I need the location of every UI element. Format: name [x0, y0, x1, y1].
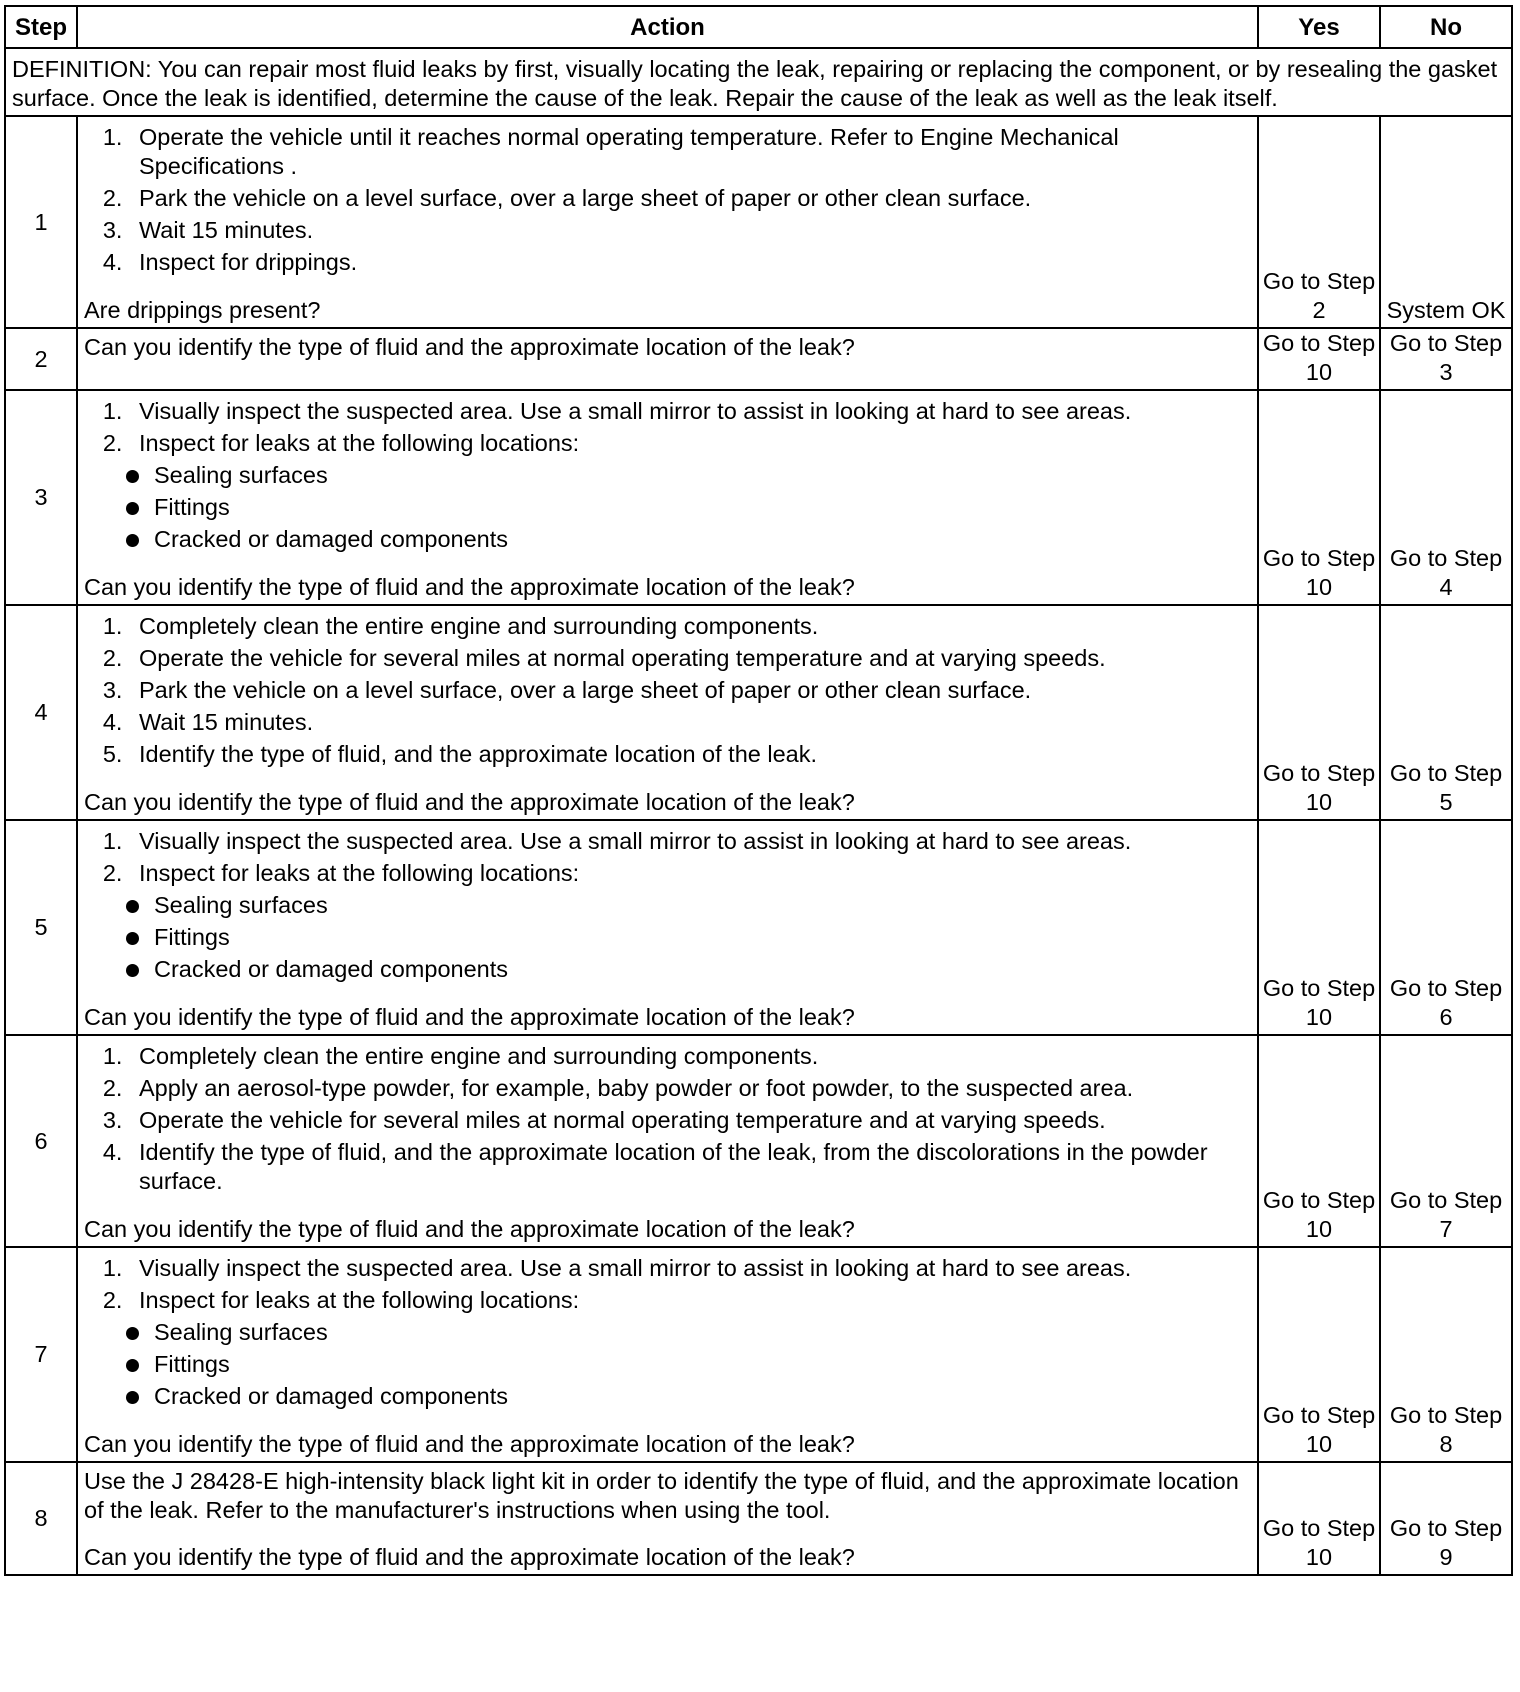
yes-result: Go to Step 10: [1258, 328, 1380, 390]
no-result: Go to Step 3: [1380, 328, 1512, 390]
action-step: 3. Operate the vehicle for several miles at normal operating temperature and at varying speeds.: [129, 1104, 1251, 1136]
yes-result: Go to Step 10: [1258, 605, 1380, 820]
step-number: 3: [5, 390, 77, 605]
no-result: Go to Step 9: [1380, 1462, 1512, 1575]
step-number: 4: [5, 605, 77, 820]
action-step: 3. Wait 15 minutes.: [129, 214, 1251, 246]
header-no: No: [1380, 6, 1512, 48]
locations-list: [84, 459, 1251, 555]
location-item: Sealing surfaces: [124, 889, 1251, 921]
action-step: 4. Inspect for drippings.: [129, 246, 1251, 278]
action-steps-list: [84, 825, 1251, 889]
no-result: Go to Step 5: [1380, 605, 1512, 820]
location-item: Sealing surfaces: [124, 1316, 1251, 1348]
action-step: 1. Visually inspect the suspected area. Use a small mirror to assist in looking at hard to see areas.: [129, 395, 1251, 427]
action-cell: [77, 116, 1258, 328]
table-row: [5, 1247, 1512, 1462]
yes-result: Go to Step 10: [1258, 390, 1380, 605]
action-cell: [77, 1035, 1258, 1247]
definition-row: [5, 48, 1512, 116]
action-steps-list: [84, 610, 1251, 770]
action-step: 1. Visually inspect the suspected area. Use a small mirror to assist in looking at hard to see areas.: [129, 825, 1251, 857]
location-item: Sealing surfaces: [124, 459, 1251, 491]
action-cell: [77, 605, 1258, 820]
action-steps-list: [84, 1040, 1251, 1197]
no-result: Go to Step 8: [1380, 1247, 1512, 1462]
action-cell: [77, 1462, 1258, 1575]
action-question: Can you identify the type of fluid and the approximate location of the leak?: [84, 1004, 855, 1030]
action-step: 3. Park the vehicle on a level surface, over a large sheet of paper or other clean surface.: [129, 674, 1251, 706]
step-number: 1: [5, 116, 77, 328]
action-step: 2. Inspect for leaks at the following locations:: [129, 857, 1251, 889]
action-question: Can you identify the type of fluid and the approximate location of the leak?: [84, 334, 855, 360]
table-row: [5, 1035, 1512, 1247]
location-item: Cracked or damaged components: [124, 1380, 1251, 1412]
step-number: 5: [5, 820, 77, 1035]
no-result: Go to Step 6: [1380, 820, 1512, 1035]
step-number: 7: [5, 1247, 77, 1462]
location-item: Fittings: [124, 921, 1251, 953]
action-cell: [77, 328, 1258, 390]
table-row: [5, 1462, 1512, 1575]
no-result: System OK: [1380, 116, 1512, 328]
action-step: 5. Identify the type of fluid, and the approximate location of the leak.: [129, 738, 1251, 770]
action-steps-list: [84, 121, 1251, 278]
action-step: 1. Completely clean the entire engine and surrounding components.: [129, 1040, 1251, 1072]
action-question: Can you identify the type of fluid and the approximate location of the leak?: [84, 574, 855, 600]
action-step: 1. Operate the vehicle until it reaches normal operating temperature. Refer to Engine Mechanical Specifications .: [129, 121, 1251, 182]
action-step: 2. Apply an aerosol-type powder, for example, baby powder or foot powder, to the suspected area.: [129, 1072, 1251, 1104]
no-result: Go to Step 7: [1380, 1035, 1512, 1247]
table-row: [5, 820, 1512, 1035]
action-step: 1. Visually inspect the suspected area. Use a small mirror to assist in looking at hard to see areas.: [129, 1252, 1251, 1284]
locations-list: [84, 889, 1251, 985]
locations-list: [84, 1316, 1251, 1412]
diagnostic-table-container: [4, 5, 1513, 1576]
table-row: [5, 116, 1512, 328]
action-step: 2. Operate the vehicle for several miles at normal operating temperature and at varying speeds.: [129, 642, 1251, 674]
table-row: [5, 390, 1512, 605]
action-step: 4. Identify the type of fluid, and the approximate location of the leak, from the discolorations in the powder surface.: [129, 1136, 1251, 1197]
step-number: 2: [5, 328, 77, 390]
action-step: 4. Wait 15 minutes.: [129, 706, 1251, 738]
action-step: 1. Completely clean the entire engine and surrounding components.: [129, 610, 1251, 642]
action-paragraph: Use the J 28428-E high-intensity black light kit in order to identify the type of fluid, and the approximate location of the leak. Refer to the manufacturer's instructions when using the tool.: [84, 1468, 1239, 1523]
action-question: Can you identify the type of fluid and the approximate location of the leak?: [84, 1216, 855, 1242]
yes-result: Go to Step 10: [1258, 1035, 1380, 1247]
table-row: [5, 328, 1512, 390]
action-cell: [77, 820, 1258, 1035]
step-number: 8: [5, 1462, 77, 1575]
action-cell: [77, 1247, 1258, 1462]
action-step: 2. Inspect for leaks at the following locations:: [129, 427, 1251, 459]
yes-result: Go to Step 10: [1258, 820, 1380, 1035]
action-step: 2. Park the vehicle on a level surface, over a large sheet of paper or other clean surface.: [129, 182, 1251, 214]
action-step: 2. Inspect for leaks at the following locations:: [129, 1284, 1251, 1316]
table-body: [5, 48, 1512, 1575]
yes-result: Go to Step 2: [1258, 116, 1380, 328]
yes-result: Go to Step 10: [1258, 1462, 1380, 1575]
location-item: Fittings: [124, 1348, 1251, 1380]
location-item: Cracked or damaged components: [124, 523, 1251, 555]
action-question: Are drippings present?: [84, 297, 321, 323]
header-yes: Yes: [1258, 6, 1380, 48]
action-steps-list: [84, 395, 1251, 459]
step-number: 6: [5, 1035, 77, 1247]
action-question: Can you identify the type of fluid and the approximate location of the leak?: [84, 1544, 855, 1570]
action-question: Can you identify the type of fluid and the approximate location of the leak?: [84, 789, 855, 815]
yes-result: Go to Step 10: [1258, 1247, 1380, 1462]
table-row: [5, 605, 1512, 820]
definition-text: DEFINITION: You can repair most fluid leaks by first, visually locating the leak, repairing or replacing the component, or by resealing the gasket surface. Once the leak is identified, determine the cause of the leak. Repair the cause of the leak as well as the leak itself.: [5, 48, 1512, 116]
diagnostic-table: [4, 5, 1513, 1576]
header-row: [5, 6, 1512, 48]
header-step: Step: [5, 6, 77, 48]
no-result: Go to Step 4: [1380, 390, 1512, 605]
action-question: Can you identify the type of fluid and the approximate location of the leak?: [84, 1431, 855, 1457]
location-item: Cracked or damaged components: [124, 953, 1251, 985]
action-steps-list: [84, 1252, 1251, 1316]
location-item: Fittings: [124, 491, 1251, 523]
header-action: Action: [77, 6, 1258, 48]
action-cell: [77, 390, 1258, 605]
